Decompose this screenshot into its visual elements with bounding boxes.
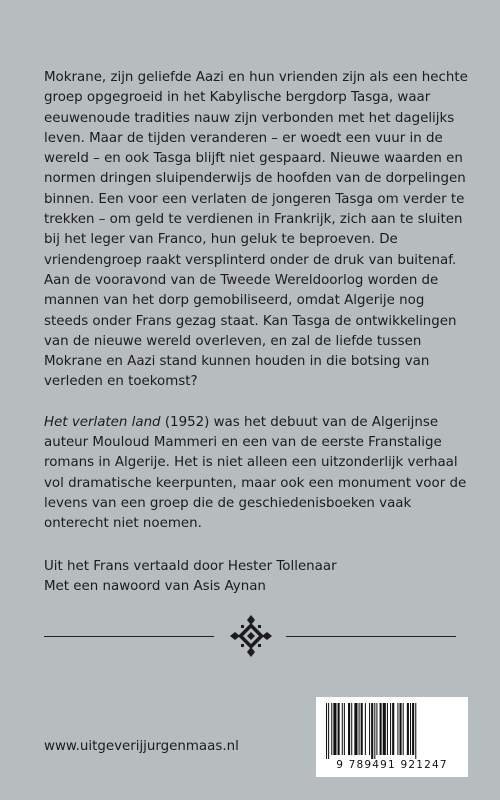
barcode-bar [412,703,414,755]
blurb-paragraph-1: Mokrane, zijn geliefde Aazi en hun vrienden zijn als een hechte groep opgegroeid in het Kabylische bergdorp Tasga, waar eeuwenoude tradities nauw zijn verbonden met het dagelijks leven. Maar de tijden veranderen – er woedt een vuur in de wereld – en ook Tasga blijft niet gespaard. Nieuwe waarden en normen dringen sluipenderwijs de hoofden van de dorpelingen binnen. Een voor een verlaten de jongeren Tasga om verder te trekken – om geld te verdienen in Frankrijk, zich aan te sluiten bij het leger van Franco, hun geluk te beproeven. De vriendengroep raakt versplinterd onder de druk van buitenaf. Aan de vooravond van de Tweede Wereldoorlog worden de mannen van het dorp gemobiliseerd, omdat Algerije nog steeds onder Frans gezag staat. Kan Tasga de ontwikkelingen van de nieuwe wereld overleven, en zal de liefde tussen Mokrane en Aazi stand kunnen houden in die botsing van verleden en toekomst? [44,70,468,390]
barcode-bar [328,703,329,759]
barcode-bar [348,703,350,755]
barcode-bars [322,703,462,759]
barcode-bar [400,703,402,755]
barcode-bar [354,703,357,755]
barcode-bar [342,703,343,755]
barcode-bar [344,703,345,755]
translator-credit: Uit het Frans vertaald door Hester Tollenaar [44,558,337,574]
publisher-website: www.uitgeverijjurgenmaas.nl [44,739,239,754]
barcode-bar [338,703,340,755]
blurb-paragraph-2 [44,413,469,535]
barcode-bar [376,703,377,755]
barcode-bar [365,703,366,755]
book-title-italic: Het verlaten land [44,414,161,430]
barcode-bar [415,703,416,759]
credits [44,557,469,598]
barcode-bar [331,703,332,755]
barcode-bar [397,703,398,755]
barcode-bar [359,703,360,755]
barcode-bar [383,703,386,755]
barcode-bar [380,703,382,755]
barcode-bar [369,703,370,755]
berber-diamond-ornament-icon [230,615,272,657]
barcode-bar [326,703,327,759]
ornament-divider [44,612,456,662]
isbn-number: 9 789491 921247 [336,759,448,771]
barcode-bar [387,703,388,755]
barcode-bar [351,703,352,755]
divider-line-left [44,636,214,637]
barcode-bar [390,703,391,755]
afterword-credit: Met een nawoord van Asis Aynan [44,578,266,594]
barcode-bar [333,703,336,755]
barcode-bar [361,703,363,755]
back-cover-text [44,68,469,597]
barcode-bar [371,703,373,759]
barcode-bar [392,703,394,755]
divider-line-right [286,636,456,637]
barcode-bar [374,703,375,759]
barcode-bar [410,703,411,755]
isbn-barcode [316,697,468,777]
blurb-paragraph-2-text: (1952) was het debuut van de Algerijnse auteur Mouloud Mammeri en een van de eerste Franstalige romans in Algerije. Het is niet alleen een uitzonderlijk verhaal vol dramatische keerpunten, maar ook een monument voor de levens van een groep die de geschiedenisboeken vaak onterecht niet noemen. [44,414,467,532]
barcode-bar [403,703,404,755]
barcode-bar [407,703,409,755]
